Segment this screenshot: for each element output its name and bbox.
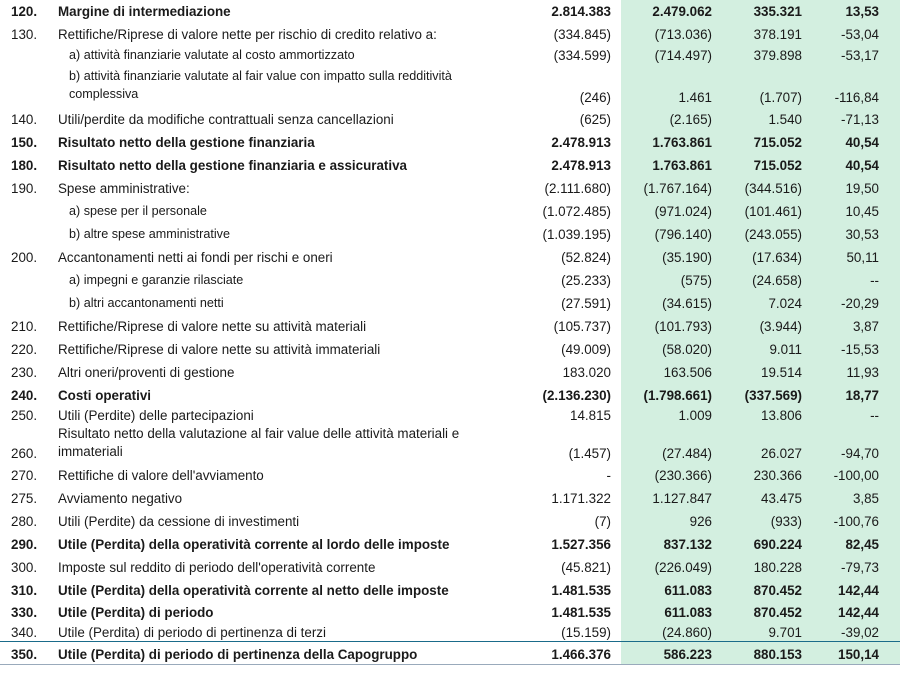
row-label: Risultato netto della gestione finanziaria e assicurativa xyxy=(58,158,408,173)
value-col-1: (25.233) xyxy=(561,273,611,288)
table-row xyxy=(0,177,900,200)
table-row xyxy=(0,623,900,642)
value-col-4: 82,45 xyxy=(845,537,879,552)
value-col-4: -116,84 xyxy=(834,90,879,105)
row-label: Utile (Perdita) della operatività corrente al lordo delle imposte xyxy=(58,537,450,552)
table-row xyxy=(0,200,900,223)
value-col-2: (58.020) xyxy=(662,342,712,357)
row-label: Utili (Perdite) delle partecipazioni xyxy=(58,408,254,423)
value-col-3: 880.153 xyxy=(753,647,802,662)
value-col-2: (230.366) xyxy=(654,468,712,483)
value-col-2: 1.461 xyxy=(678,90,712,105)
row-code: 280. xyxy=(11,514,38,529)
value-col-2: 586.223 xyxy=(663,647,712,662)
value-col-1: 1.527.356 xyxy=(551,537,611,552)
row-code: 200. xyxy=(11,250,38,265)
value-col-1: 1.171.322 xyxy=(551,491,611,506)
value-col-1: 1.481.535 xyxy=(551,605,611,620)
value-col-3: 43.475 xyxy=(761,491,802,506)
table-row xyxy=(0,0,900,23)
value-col-2: (2.165) xyxy=(669,112,712,127)
row-label: Rettifiche/Riprese di valore nette su attività materiali xyxy=(58,319,367,334)
row-code: 210. xyxy=(11,319,38,334)
value-col-2: (24.860) xyxy=(662,625,712,640)
value-col-2: 1.009 xyxy=(678,408,712,423)
value-col-3: (344.516) xyxy=(744,181,802,196)
value-col-2: 926 xyxy=(689,514,712,529)
value-col-1: (246) xyxy=(579,90,611,105)
row-label: Rettifiche/Riprese di valore nette su attività immateriali xyxy=(58,342,381,357)
value-col-2: (226.049) xyxy=(654,560,712,575)
row-code: 330. xyxy=(11,605,38,620)
table-row xyxy=(0,23,900,46)
value-col-1: (2.111.680) xyxy=(544,181,611,196)
row-label: Accantonamenti netti ai fondi per rischi e oneri xyxy=(58,250,333,265)
value-col-4: -53,17 xyxy=(841,48,879,63)
row-label: a) attività finanziarie valutate al costo ammortizzato xyxy=(69,48,355,62)
value-col-3: 180.228 xyxy=(753,560,802,575)
row-code: 260. xyxy=(11,446,38,461)
value-col-4: 3,87 xyxy=(852,319,879,334)
value-col-4: 3,85 xyxy=(852,491,879,506)
row-label: Utili (Perdite) da cessione di investimenti xyxy=(58,514,300,529)
row-code: 190. xyxy=(11,181,38,196)
row-label: Altri oneri/proventi di gestione xyxy=(58,365,235,380)
value-col-4: 19,50 xyxy=(845,181,879,196)
value-col-2: (575) xyxy=(680,273,712,288)
value-col-1: (105.737) xyxy=(553,319,611,334)
value-col-3: 379.898 xyxy=(753,48,802,63)
row-label: Utile (Perdita) di periodo xyxy=(58,605,214,620)
value-col-1: (334.599) xyxy=(553,48,611,63)
value-col-1: 2.478.913 xyxy=(551,158,611,173)
row-label: b) altri accantonamenti netti xyxy=(69,296,224,310)
value-col-3: 715.052 xyxy=(753,135,802,150)
value-col-4: 30,53 xyxy=(845,227,879,242)
value-col-4: 10,45 xyxy=(845,204,879,219)
value-col-1: 1.466.376 xyxy=(551,647,611,662)
value-col-3: 335.321 xyxy=(753,4,802,19)
value-col-2: 611.083 xyxy=(664,605,712,620)
table-row xyxy=(0,424,900,464)
row-label: Rettifiche/Riprese di valore nette per rischio di credito relativo a: xyxy=(58,27,437,42)
value-col-1: (1.457) xyxy=(568,446,611,461)
table-row xyxy=(0,108,900,131)
value-col-1: (49.009) xyxy=(561,342,611,357)
value-col-1: (334.845) xyxy=(553,27,611,42)
value-col-2: (713.036) xyxy=(654,27,712,42)
value-col-2: (971.024) xyxy=(654,204,712,219)
value-col-3: 870.452 xyxy=(753,605,802,620)
value-col-2: (1.798.661) xyxy=(643,388,712,403)
value-col-1: (52.824) xyxy=(561,250,611,265)
value-col-1: 14.815 xyxy=(570,408,611,423)
row-code: 180. xyxy=(11,158,38,173)
value-col-1: (2.136.230) xyxy=(542,388,611,403)
value-col-3: (101.461) xyxy=(744,204,802,219)
value-col-2: 1.763.861 xyxy=(652,135,712,150)
value-col-2: (796.140) xyxy=(654,227,712,242)
value-col-3: 13.806 xyxy=(761,408,802,423)
value-col-3: 26.027 xyxy=(761,446,802,461)
value-col-3: (1.707) xyxy=(759,90,802,105)
value-col-2: (1.767.164) xyxy=(643,181,712,196)
table-row xyxy=(0,292,900,315)
row-label: Utile (Perdita) di periodo di pertinenza di terzi xyxy=(58,625,326,640)
table-row xyxy=(0,361,900,384)
value-col-1: 183.020 xyxy=(562,365,611,380)
table-row xyxy=(0,579,900,602)
value-col-3: 9.701 xyxy=(768,625,802,640)
value-col-4: 142,44 xyxy=(838,583,879,598)
row-code: 250. xyxy=(11,408,38,423)
value-col-2: (714.497) xyxy=(654,48,712,63)
row-code: 275. xyxy=(11,491,38,506)
value-col-3: 690.224 xyxy=(753,537,802,552)
row-code: 230. xyxy=(11,365,38,380)
row-code: 120. xyxy=(11,4,38,19)
row-label: Utile (Perdita) di periodo di pertinenza della Capogruppo xyxy=(58,647,418,662)
value-col-1: 1.481.535 xyxy=(551,583,611,598)
value-col-4: -20,29 xyxy=(841,296,879,311)
value-col-4: -39,02 xyxy=(841,625,879,640)
value-col-2: 611.083 xyxy=(664,583,712,598)
value-col-3: 715.052 xyxy=(753,158,802,173)
row-code: 240. xyxy=(11,388,38,403)
row-code: 340. xyxy=(11,625,38,640)
value-col-4: -- xyxy=(870,273,879,288)
value-col-4: 11,93 xyxy=(846,365,879,380)
row-label: Utile (Perdita) della operatività corrente al netto delle imposte xyxy=(58,583,449,598)
value-col-4: 150,14 xyxy=(838,647,879,662)
bottom-rule xyxy=(0,664,900,665)
value-col-2: 163.506 xyxy=(663,365,712,380)
value-col-1: (1.072.485) xyxy=(542,204,611,219)
value-col-1: (45.821) xyxy=(561,560,611,575)
row-code: 350. xyxy=(11,647,38,662)
value-col-4: -15,53 xyxy=(841,342,879,357)
value-col-4: 40,54 xyxy=(845,158,879,173)
value-col-4: -71,13 xyxy=(841,112,879,127)
row-label: b) attività finanziarie valutate al fair value con impatto sulla redditività complessiva xyxy=(69,69,452,101)
row-code: 140. xyxy=(11,112,38,127)
row-label: a) impegni e garanzie rilasciate xyxy=(69,273,244,287)
row-code: 220. xyxy=(11,342,38,357)
table-row xyxy=(0,66,900,108)
table-row xyxy=(0,407,900,424)
table-row xyxy=(0,46,900,66)
row-label: Risultato netto della valutazione al fair value delle attività materiali e immateriali xyxy=(58,426,460,459)
table-row xyxy=(0,315,900,338)
value-col-2: 837.132 xyxy=(663,537,712,552)
value-col-2: (35.190) xyxy=(662,250,712,265)
table-row xyxy=(0,269,900,292)
value-col-4: -94,70 xyxy=(841,446,879,461)
value-col-2: 1.763.861 xyxy=(652,158,712,173)
value-col-4: -100,76 xyxy=(833,514,879,529)
value-col-3: (337.569) xyxy=(744,388,802,403)
table-row xyxy=(0,223,900,246)
value-col-2: (34.615) xyxy=(662,296,712,311)
row-label: Margine di intermediazione xyxy=(58,4,231,19)
row-label: Utili/perdite da modifiche contrattuali senza cancellazioni xyxy=(58,112,394,127)
row-label: Rettifiche di valore dell'avviamento xyxy=(58,468,264,483)
value-col-3: 9.011 xyxy=(769,342,802,357)
table-row xyxy=(0,487,900,510)
value-col-1: (27.591) xyxy=(561,296,611,311)
value-col-3: 870.452 xyxy=(753,583,802,598)
value-col-4: 50,11 xyxy=(846,250,879,265)
value-col-3: 1.540 xyxy=(768,112,802,127)
value-col-1: 2.478.913 xyxy=(551,135,611,150)
value-col-3: (24.658) xyxy=(752,273,802,288)
value-col-4: 13,53 xyxy=(845,4,879,19)
row-label: b) altre spese amministrative xyxy=(69,227,230,241)
table-row xyxy=(0,154,900,177)
value-col-3: 230.366 xyxy=(753,468,802,483)
table-row xyxy=(0,131,900,154)
value-col-2: 2.479.062 xyxy=(652,4,712,19)
value-col-2: (27.484) xyxy=(662,446,712,461)
row-label: Costi operativi xyxy=(58,388,152,403)
row-label: a) spese per il personale xyxy=(69,204,207,218)
table-row xyxy=(0,246,900,269)
table-row xyxy=(0,464,900,487)
table-row xyxy=(0,533,900,556)
row-code: 310. xyxy=(11,583,38,598)
row-label: Risultato netto della gestione finanziaria xyxy=(58,135,315,150)
value-col-3: (933) xyxy=(770,514,802,529)
row-label: Spese amministrative: xyxy=(58,181,190,196)
row-code: 300. xyxy=(11,560,38,575)
value-col-4: 142,44 xyxy=(838,605,879,620)
table-row xyxy=(0,645,900,665)
row-code: 130. xyxy=(11,27,38,42)
row-code: 150. xyxy=(11,135,38,150)
row-label: Avviamento negativo xyxy=(58,491,183,506)
row-code: 270. xyxy=(11,468,38,483)
value-col-4: 18,77 xyxy=(845,388,879,403)
value-col-3: (3.944) xyxy=(759,319,802,334)
value-col-4: -100,00 xyxy=(833,468,879,483)
value-col-1: (7) xyxy=(594,514,611,529)
value-col-3: 378.191 xyxy=(753,27,802,42)
value-col-3: 19.514 xyxy=(761,365,802,380)
value-col-4: -53,04 xyxy=(841,27,879,42)
value-col-2: (101.793) xyxy=(654,319,712,334)
value-col-4: -- xyxy=(870,408,879,423)
value-col-1: (625) xyxy=(579,112,611,127)
table-row xyxy=(0,556,900,579)
table-row xyxy=(0,510,900,533)
table-row xyxy=(0,338,900,361)
value-col-3: 7.024 xyxy=(768,296,802,311)
row-label: Imposte sul reddito di periodo dell'operatività corrente xyxy=(58,560,376,575)
table-row xyxy=(0,602,900,623)
value-col-4: 40,54 xyxy=(845,135,879,150)
value-col-2: 1.127.847 xyxy=(652,491,712,506)
value-col-1: (1.039.195) xyxy=(542,227,611,242)
value-col-3: (243.055) xyxy=(744,227,802,242)
value-col-4: -79,73 xyxy=(841,560,879,575)
total-rule xyxy=(0,641,900,642)
table-row xyxy=(0,384,900,407)
row-code: 290. xyxy=(11,537,38,552)
value-col-1: 2.814.383 xyxy=(551,4,611,19)
value-col-1: (15.159) xyxy=(561,625,611,640)
value-col-1: - xyxy=(606,468,611,483)
value-col-3: (17.634) xyxy=(752,250,802,265)
